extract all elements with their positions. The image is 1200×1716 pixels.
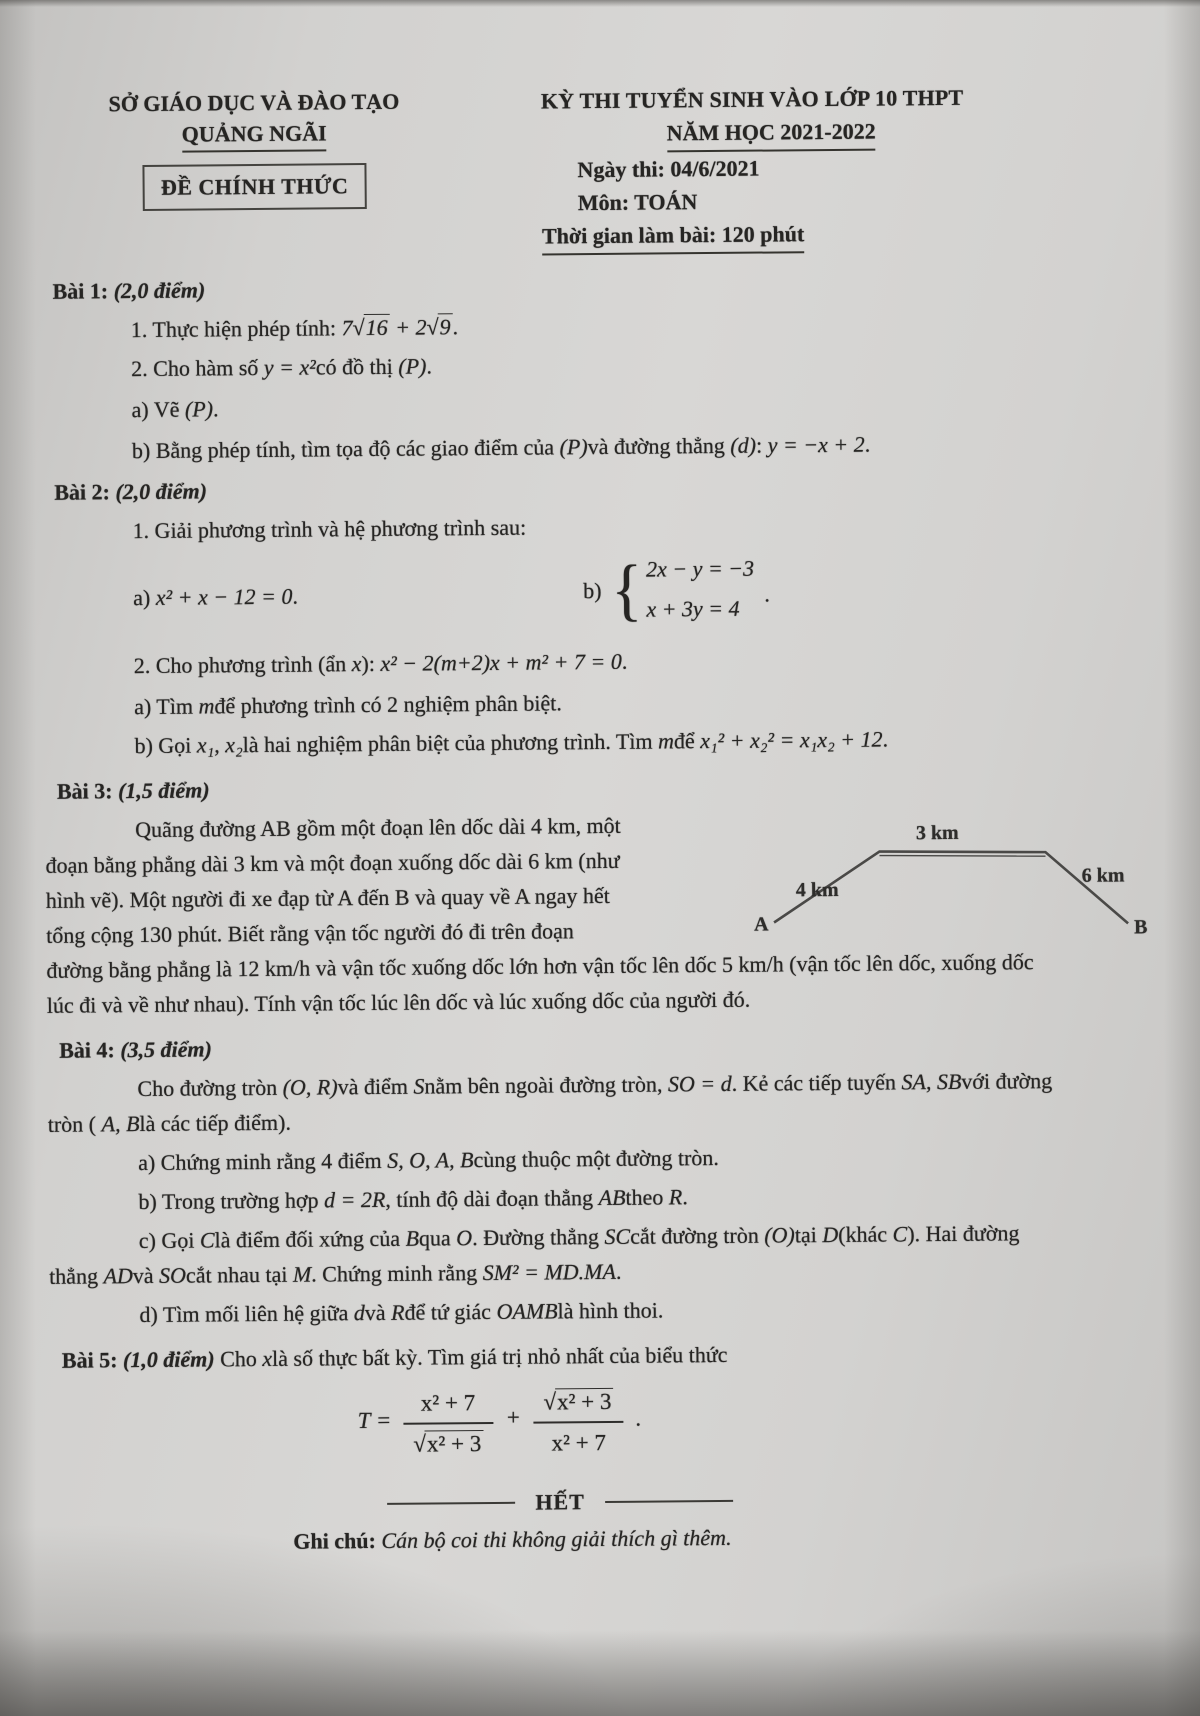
system-period: .	[764, 581, 770, 607]
end-rule-left	[387, 1502, 515, 1505]
equation-system	[646, 549, 755, 630]
problem-2-q1b-label: b)	[583, 577, 602, 603]
problem-4-qc: c) Gọi Clà điểm đối xứng của Bqua O. Đường thẳng SCcắt đường tròn (O)tại D(khác C). Hai đường thẳng ADvà SOcắt nhau tại M. Chứng minh rằng SM² = MD.MA.	[49, 1220, 1020, 1289]
problem-3-text: Quãng đường AB gồm một đoạn lên dốc dài 4 km, một đoạn bằng phẳng dài 3 km và một đoạn xuống dốc dài 6 km (như hình vẽ). Một người đi xe đạp từ A đến B và quay về A ngay hết tổng cộng 130 phút. Biết rằng vận tốc người đó đi trên đoạn đường bằng phẳng là 12 km/h và vận tốc xuống dốc lớn hơn vận tốc lên dốc 5 km/h (vận tốc lên dốc, xuống dốc lúc đi và về như nhau). Tính vận tốc lúc lên dốc và lúc xuống dốc của người đó.	[45, 812, 1034, 1018]
issuer-name: SỞ GIÁO DỤC VÀ ĐÀO TẠO	[108, 88, 400, 117]
problem-1-q1: 1. Thực hiện phép tính: 7√16 + 2√9.	[130, 314, 459, 343]
problem-2-q1b	[583, 549, 770, 631]
fraction-1	[403, 1388, 494, 1460]
problem-2-q1: 1. Giải phương trình và hệ phương trình sau:	[132, 514, 527, 544]
proctor-note	[15, 1517, 1009, 1561]
problem-5-intro: Cho xlà số thực bất kỳ. Tìm giá trị nhỏ nhất của biểu thức	[220, 1341, 728, 1372]
problem-1-q2: 2. Cho hàm số y = x²có đồ thị (P).	[131, 353, 433, 382]
system-equation-1: 2x − y = −3	[645, 555, 755, 582]
route-point-a: A	[753, 913, 769, 936]
school-year: NĂM HỌC 2021-2022	[541, 113, 1001, 153]
problem-2-q2: 2. Cho phương trình (ẩn x): x² − 2(m+2)x + m² + 7 = 0.	[133, 648, 628, 679]
problem-5-formula	[62, 1384, 937, 1463]
fraction-2-numerator: √x² + 3	[533, 1387, 623, 1424]
problem-1-qb: b) Bằng phép tính, tìm tọa độ các giao điểm của (P)và đường thẳng (d): y = −x + 2.	[131, 431, 871, 464]
fraction-2	[533, 1387, 624, 1459]
exam-date: Ngày thi: 04/6/2021	[577, 155, 760, 183]
problem-1-heading: Bài 1: (2,0 điểm)	[52, 277, 206, 304]
route-downhill-label: 6 km	[1081, 864, 1125, 887]
route-diagram-svg	[729, 787, 1150, 941]
note-label: Ghi chú:	[293, 1527, 376, 1554]
fraction-2-denominator: x² + 7	[551, 1429, 607, 1456]
fraction-1-numerator: x² + 7	[403, 1388, 493, 1425]
exam-duration: Thời gian làm bài: 120 phút	[542, 215, 1046, 255]
problem-3-statement	[45, 804, 1148, 1023]
formula-lhs: T =	[357, 1407, 392, 1434]
problem-1-qa: a) Vẽ (P).	[131, 396, 219, 423]
end-rule-right	[605, 1500, 733, 1503]
exam-title: KỲ THI TUYỂN SINH VÀO LỚP 10 THPT	[540, 84, 964, 114]
issuer-block	[89, 86, 420, 260]
route-uphill-label: 4 km	[795, 878, 839, 902]
problem-2-q2a: a) Tìm mđể phương trình có 2 nghiệm phân biệt.	[134, 690, 562, 720]
route-point-b: B	[1134, 916, 1148, 939]
problem-2-q2b: b) Gọi x₁, x₂là hai nghiệm phân biệt của phương trình. Tìm mđể x₁² + x₂² = x₁x₂ + 12.	[134, 726, 889, 759]
problem-4-qb: b) Trong trường hợp d = 2R, tính độ dài đoạn thẳng ABtheo R.	[138, 1184, 688, 1215]
problem-4-qa: a) Chứng minh rằng 4 điểm S, O, A, Bcùng thuộc một đường tròn.	[138, 1144, 719, 1176]
problem-4-intro: Cho đường tròn (O, R)và điểm Snằm bên ngoài đường tròn, SO = d. Kẻ các tiếp tuyến SA, SBvới đường tròn ( A, Blà các tiếp điểm).	[47, 1068, 1053, 1137]
problem-2-q1a: a) x² + x − 12 = 0.	[133, 583, 299, 611]
formula-period: .	[635, 1405, 642, 1431]
route-diagram	[639, 788, 1148, 942]
problem-2-equations-row	[55, 544, 1050, 645]
plus-sign: +	[506, 1404, 520, 1430]
note-text: Cán bộ coi thi không giải thích gì thêm.	[381, 1524, 732, 1553]
route-flat-underline	[879, 854, 1045, 857]
official-exam-box: ĐỀ CHÍNH THỨC	[89, 151, 419, 212]
system-equation-2: x + 3y = 4	[646, 595, 740, 622]
problem-3-heading: Bài 3: (1,5 điểm)	[56, 777, 210, 804]
problem-4-qd: d) Tìm mối liên hệ giữa dvà Rđể tứ giác OAMBlà hình thoi.	[139, 1297, 664, 1328]
problem-4-heading: Bài 4: (3,5 điểm)	[59, 1036, 213, 1063]
problem-5-heading: Bài 5: (1,0 điểm) Cho xlà số thực bất kỳ. Tìm giá trị nhỏ nhất của biểu thức	[61, 1341, 728, 1373]
fraction-1-denominator: √x² + 3	[413, 1431, 482, 1457]
header	[51, 80, 1046, 260]
problem-2-heading: Bài 2: (2,0 điểm)	[54, 478, 208, 505]
system-brace: {	[611, 550, 643, 628]
exam-subject: Môn: TOÁN	[577, 189, 698, 216]
exam-info-block	[541, 80, 1046, 255]
issuer-province: QUẢNG NGÃI	[89, 117, 419, 154]
end-word: HẾT	[535, 1489, 585, 1515]
route-flat-label: 3 km	[915, 821, 959, 845]
end-of-exam	[63, 1480, 1057, 1524]
